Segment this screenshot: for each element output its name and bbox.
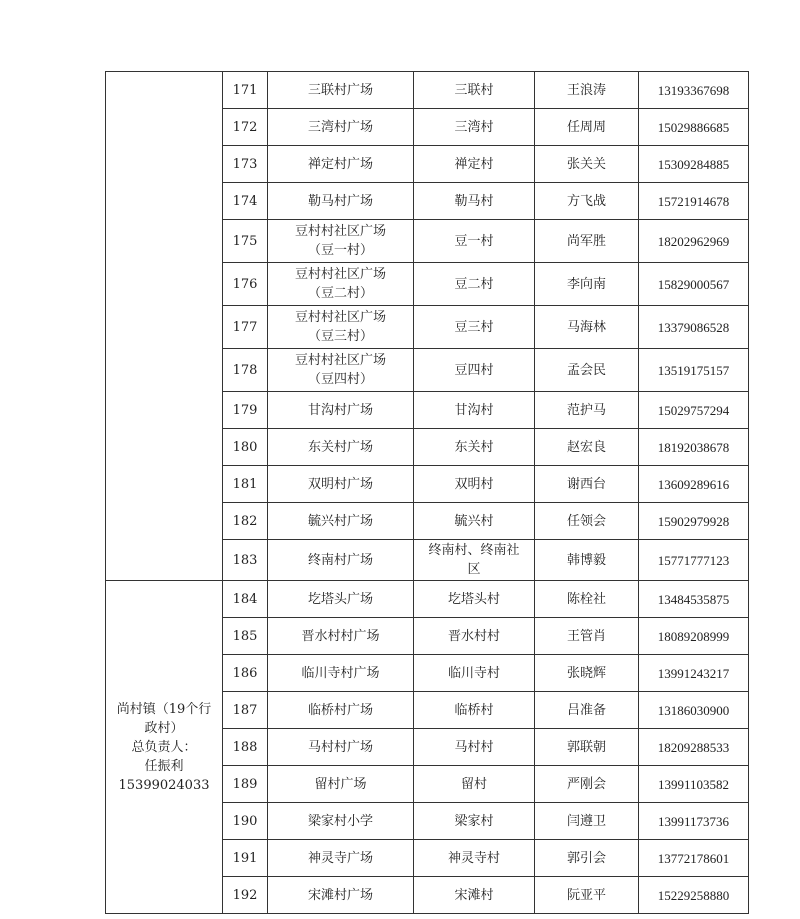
village-cell-line: 禅定村 xyxy=(454,156,494,172)
contact-person-cell: 王浪涛 xyxy=(535,72,639,109)
venue-cell-line: 马村村广场 xyxy=(307,739,373,755)
venue-cell-line: 终南村广场 xyxy=(307,552,373,568)
venue-cell-line: （豆三村） xyxy=(307,329,373,344)
venue-cell xyxy=(268,146,414,183)
village-cell xyxy=(414,581,535,618)
village-cell xyxy=(414,618,535,655)
row-number: 176 xyxy=(223,263,268,306)
venue-cell xyxy=(268,540,414,581)
phone-cell: 13186030900 xyxy=(639,692,749,729)
village-cell-line: 临川寺村 xyxy=(447,665,500,681)
village-cell xyxy=(414,729,535,766)
table-row xyxy=(106,72,749,109)
row-number: 188 xyxy=(223,729,268,766)
village-cell xyxy=(414,220,535,263)
village-cell xyxy=(414,466,535,503)
phone-cell: 15721914678 xyxy=(639,183,749,220)
phone-cell: 13609289616 xyxy=(639,466,749,503)
phone-cell: 13991243217 xyxy=(639,655,749,692)
village-cell xyxy=(414,349,535,392)
phone-cell: 15029886685 xyxy=(639,109,749,146)
row-number: 189 xyxy=(223,766,268,803)
village-cell-line: 三湾村 xyxy=(454,119,494,135)
venue-cell-line: 甘沟村广场 xyxy=(307,402,373,418)
contact-person-cell: 吕准备 xyxy=(535,692,639,729)
venue-cell xyxy=(268,877,414,914)
village-cell-line: 终南村、终南社 xyxy=(428,543,520,558)
phone-cell: 13772178601 xyxy=(639,840,749,877)
village-cell-line: 东关村 xyxy=(454,439,494,455)
row-number: 178 xyxy=(223,349,268,392)
row-number: 192 xyxy=(223,877,268,914)
contact-person-cell: 谢西台 xyxy=(535,466,639,503)
contact-person-cell: 尚军胜 xyxy=(535,220,639,263)
contact-person-cell: 范护马 xyxy=(535,392,639,429)
village-cell-line: 神灵寺村 xyxy=(447,850,500,866)
venue-cell xyxy=(268,581,414,618)
venue-cell-line: 豆村村社区广场 xyxy=(294,224,386,239)
phone-cell: 15829000567 xyxy=(639,263,749,306)
village-cell xyxy=(414,109,535,146)
row-number: 183 xyxy=(223,540,268,581)
village-cell xyxy=(414,692,535,729)
village-cell xyxy=(414,263,535,306)
contact-person-cell: 王管肖 xyxy=(535,618,639,655)
phone-cell: 13379086528 xyxy=(639,306,749,349)
row-number: 187 xyxy=(223,692,268,729)
venue-cell-line: 禅定村广场 xyxy=(307,156,373,172)
phone-cell: 13991173736 xyxy=(639,803,749,840)
venue-cell-line: 梁家村小学 xyxy=(307,813,373,829)
town-group-line: 任振利 xyxy=(144,758,184,774)
village-cell xyxy=(414,503,535,540)
town-group-line: 政村） xyxy=(144,720,184,736)
venue-cell-line: 晋水村村广场 xyxy=(301,628,380,644)
village-cell-line: 双明村 xyxy=(454,476,494,492)
village-cell xyxy=(414,877,535,914)
venue-cell xyxy=(268,429,414,466)
phone-cell: 18202962969 xyxy=(639,220,749,263)
row-number: 172 xyxy=(223,109,268,146)
venue-cell xyxy=(268,263,414,306)
row-number: 186 xyxy=(223,655,268,692)
village-cell xyxy=(414,840,535,877)
village-cell-line: 晋水村村 xyxy=(447,628,500,644)
village-cell-line: 毓兴村 xyxy=(454,513,494,529)
venue-cell xyxy=(268,618,414,655)
venue-cell xyxy=(268,692,414,729)
venue-cell xyxy=(268,392,414,429)
row-number: 191 xyxy=(223,840,268,877)
village-cell-line: 甘沟村 xyxy=(454,402,494,418)
venue-cell xyxy=(268,220,414,263)
contact-person-cell: 孟会民 xyxy=(535,349,639,392)
row-number: 180 xyxy=(223,429,268,466)
town-group-cell xyxy=(106,581,223,914)
village-cell xyxy=(414,429,535,466)
venue-cell-line: 豆村村社区广场 xyxy=(294,310,386,325)
phone-cell: 15029757294 xyxy=(639,392,749,429)
village-cell-line: 豆四村 xyxy=(454,362,494,378)
village-cell-line: 豆一村 xyxy=(454,233,494,249)
town-group-line: 尚村镇（19个行 xyxy=(116,701,212,717)
contact-person-cell: 郭联朝 xyxy=(535,729,639,766)
contact-person-cell: 李向南 xyxy=(535,263,639,306)
village-cell xyxy=(414,183,535,220)
row-number: 190 xyxy=(223,803,268,840)
table-row xyxy=(106,581,749,618)
village-cell-line: 梁家村 xyxy=(454,813,494,829)
village-cell-line: 三联村 xyxy=(454,82,494,98)
contact-person-cell: 赵宏良 xyxy=(535,429,639,466)
venue-cell xyxy=(268,183,414,220)
village-cell-line: 勒马村 xyxy=(454,193,494,209)
venue-cell xyxy=(268,655,414,692)
venue-cell-line: 神灵寺广场 xyxy=(307,850,373,866)
village-cell-line: 区 xyxy=(467,562,481,577)
contact-person-cell: 张关关 xyxy=(535,146,639,183)
phone-cell: 18209288533 xyxy=(639,729,749,766)
phone-cell: 13991103582 xyxy=(639,766,749,803)
row-number: 174 xyxy=(223,183,268,220)
venue-cell-line: 临川寺村广场 xyxy=(301,665,380,681)
village-cell xyxy=(414,306,535,349)
village-cell-line: 马村村 xyxy=(454,739,494,755)
contact-person-cell: 任领会 xyxy=(535,503,639,540)
contact-person-cell: 韩博毅 xyxy=(535,540,639,581)
venue-cell-line: 圪塔头广场 xyxy=(307,591,373,607)
venue-cell-line: 毓兴村广场 xyxy=(307,513,373,529)
venue-cell xyxy=(268,109,414,146)
phone-cell: 15309284885 xyxy=(639,146,749,183)
venue-cell-line: 豆村村社区广场 xyxy=(294,353,386,368)
venue-cell-line: 三联村广场 xyxy=(307,82,373,98)
row-number: 177 xyxy=(223,306,268,349)
village-cell-line: 临桥村 xyxy=(454,702,494,718)
phone-cell: 13519175157 xyxy=(639,349,749,392)
venue-cell-line: 宋滩村广场 xyxy=(307,887,373,903)
row-number: 182 xyxy=(223,503,268,540)
venue-cell-line: （豆二村） xyxy=(307,286,373,301)
venue-cell xyxy=(268,72,414,109)
row-number: 181 xyxy=(223,466,268,503)
row-number: 175 xyxy=(223,220,268,263)
row-number: 185 xyxy=(223,618,268,655)
contact-person-cell: 张晓辉 xyxy=(535,655,639,692)
contact-person-cell: 阮亚平 xyxy=(535,877,639,914)
village-cell xyxy=(414,72,535,109)
venue-cell-line: 勒马村广场 xyxy=(307,193,373,209)
phone-cell: 15229258880 xyxy=(639,877,749,914)
venue-cell-line: （豆四村） xyxy=(307,372,373,387)
contact-person-cell: 闫遵卫 xyxy=(535,803,639,840)
venue-cell xyxy=(268,503,414,540)
row-number: 173 xyxy=(223,146,268,183)
village-cell-line: 豆二村 xyxy=(454,276,494,292)
row-number: 184 xyxy=(223,581,268,618)
village-cell-line: 留村 xyxy=(460,776,487,792)
venue-cell xyxy=(268,766,414,803)
village-cell xyxy=(414,146,535,183)
village-cell xyxy=(414,540,535,581)
contact-table xyxy=(105,71,749,914)
phone-cell: 18192038678 xyxy=(639,429,749,466)
phone-cell: 15902979928 xyxy=(639,503,749,540)
contact-person-cell: 马海林 xyxy=(535,306,639,349)
village-cell xyxy=(414,392,535,429)
contact-person-cell: 方飞战 xyxy=(535,183,639,220)
venue-cell-line: 三湾村广场 xyxy=(307,119,373,135)
village-cell xyxy=(414,766,535,803)
venue-cell xyxy=(268,466,414,503)
venue-cell-line: 双明村广场 xyxy=(307,476,373,492)
venue-cell-line: （豆一村） xyxy=(307,243,373,258)
contact-person-cell: 严刚会 xyxy=(535,766,639,803)
table-body xyxy=(106,72,749,914)
venue-cell-line: 东关村广场 xyxy=(307,439,373,455)
venue-cell-line: 豆村村社区广场 xyxy=(294,267,386,282)
phone-cell: 13484535875 xyxy=(639,581,749,618)
village-cell-line: 宋滩村 xyxy=(454,887,494,903)
phone-cell: 13193367698 xyxy=(639,72,749,109)
venue-cell xyxy=(268,306,414,349)
venue-cell xyxy=(268,349,414,392)
town-group-line: 15399024033 xyxy=(118,777,210,793)
contact-person-cell: 陈栓社 xyxy=(535,581,639,618)
contact-person-cell: 任周周 xyxy=(535,109,639,146)
phone-cell: 18089208999 xyxy=(639,618,749,655)
phone-cell: 15771777123 xyxy=(639,540,749,581)
venue-cell xyxy=(268,840,414,877)
village-cell xyxy=(414,803,535,840)
town-group-cell xyxy=(106,72,223,581)
venue-cell xyxy=(268,803,414,840)
venue-cell-line: 临桥村广场 xyxy=(307,702,373,718)
village-cell-line: 豆三村 xyxy=(454,319,494,335)
venue-cell-line: 留村广场 xyxy=(314,776,367,792)
contact-person-cell: 郭引会 xyxy=(535,840,639,877)
row-number: 179 xyxy=(223,392,268,429)
village-cell-line: 圪塔头村 xyxy=(447,591,500,607)
town-group-line: 总负责人： xyxy=(131,739,197,755)
village-cell xyxy=(414,655,535,692)
venue-cell xyxy=(268,729,414,766)
row-number: 171 xyxy=(223,72,268,109)
